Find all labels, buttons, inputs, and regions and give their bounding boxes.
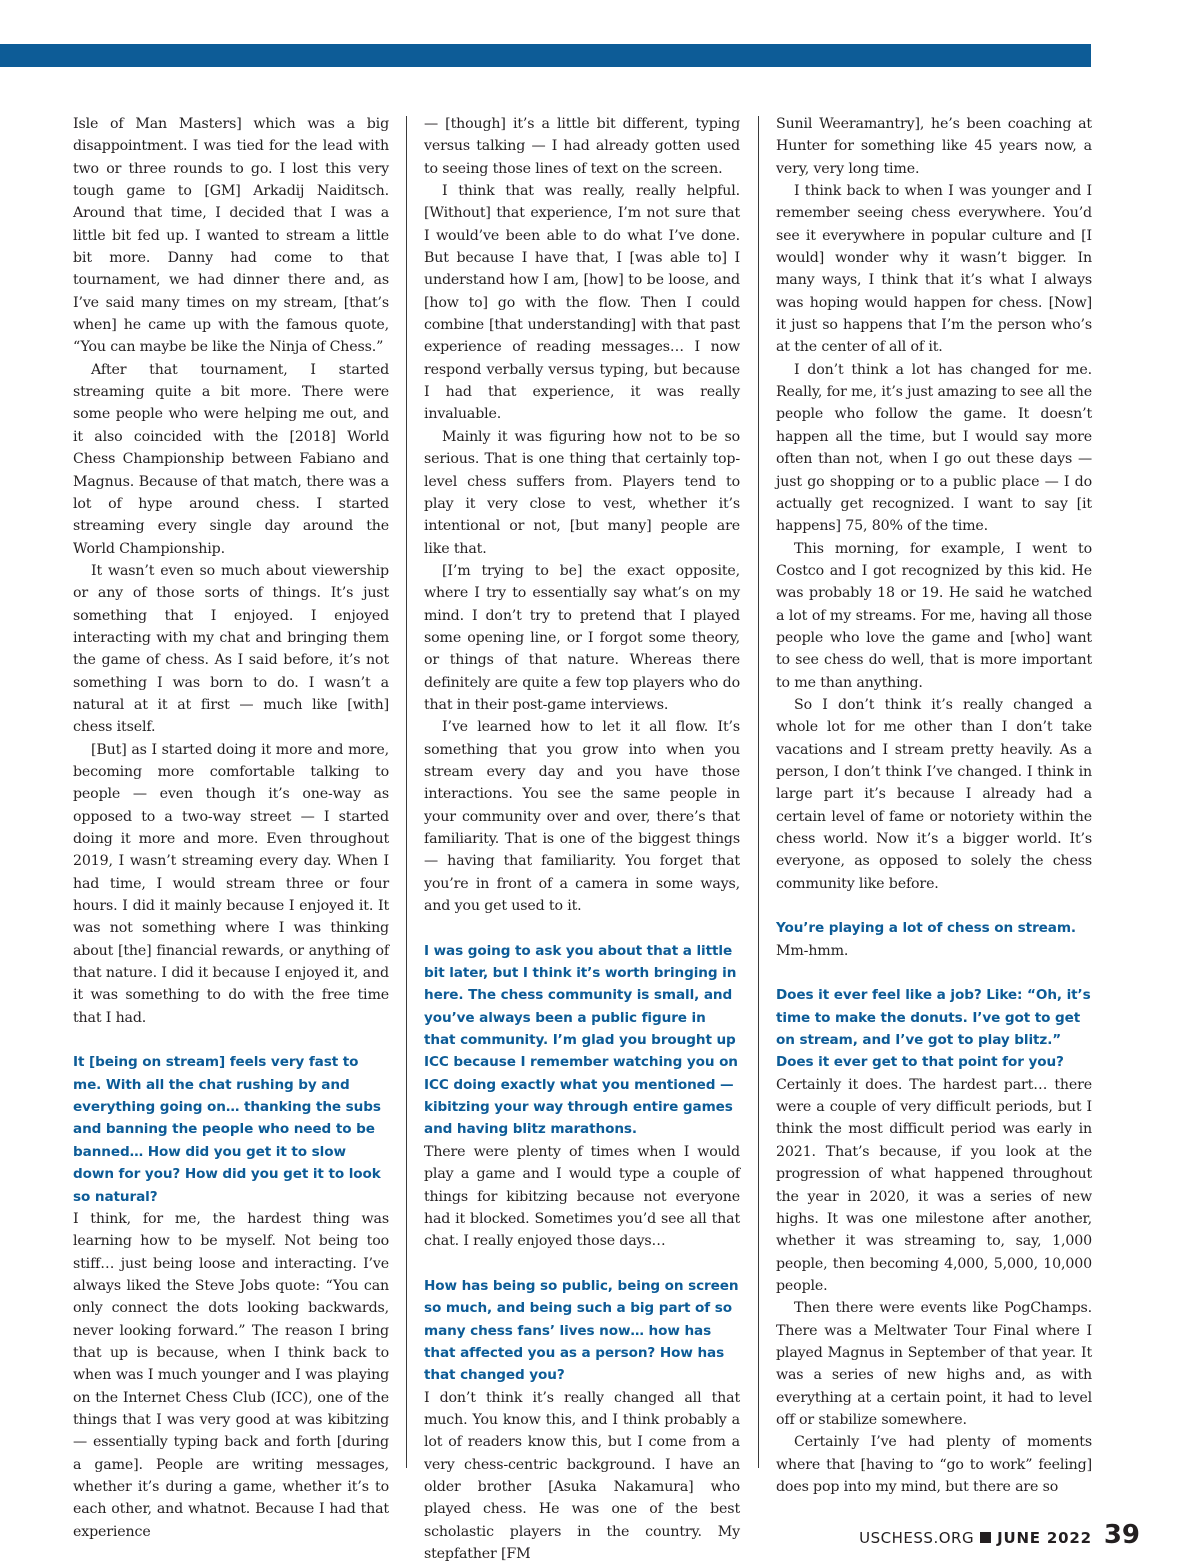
- answer-paragraph: After that tournament, I started streaming quite a bit more. There were some people who were helping me out, and it also coincided with the [2018] World Chess Championship between Fabiano and Magnus. Because of that match, there was a lot of hype around chess. I started streaming every single day around the World Championship.: [73, 361, 389, 557]
- interview-question: Does it ever feel like a job? Like: “Oh, it’s time to make the donuts. I’ve got to get on stream, and I’ve got to play blitz.” Does it ever get to that point for you?: [776, 987, 1091, 1071]
- answer-paragraph: Certainly I’ve had plenty of moments where that [having to “go to work” feeling] does pop into my mind, but there are so: [776, 1434, 1092, 1495]
- square-separator-icon: [980, 1532, 991, 1543]
- answer-paragraph: Then there were events like PogChamps. There was a Meltwater Tour Final where I played Magnus in September of that year. It was a series of new highs and, as with everything at a certain point, it had to level off or stabilize somewhere.: [776, 1300, 1092, 1428]
- article-column-3: [776, 113, 1092, 1498]
- answer-paragraph: Isle of Man Masters] which was a big disappointment. I was tied for the lead with two or three rounds to go. I lost this very tough game to [GM] Arkadij Naiditsch. Around that time, I decided that I was a little bit fed up. I wanted to stream a little bit more. Danny had come to that tournament, we had dinner there and, as I’ve said many times on my stream, [that’s when] he came up with the famous quote, “You can maybe be like the Ninja of Chess.”: [73, 116, 389, 356]
- footer-site: USCHESS.ORG: [859, 1529, 975, 1547]
- interview-question: It [being on stream] feels very fast to me. With all the chat rushing by and everything going on… thanking the subs and banning the people who need to be banned… How did you get it to slow down for you? How did you get it to look so natural?: [73, 1054, 381, 1205]
- answer-paragraph: So I don’t think it’s really changed a whole lot for me other than I don’t take vacations and I stream pretty heavily. As a person, I don’t think I’ve changed. I think in large part it’s because I already had a certain level of fame or notoriety within the chess world. Now it’s a bigger world. It’s everyone, as opposed to solely the chess community like before.: [776, 696, 1092, 892]
- answer-paragraph: Sunil Weeramantry], he’s been coaching at Hunter for something like 45 years now, a very, very long time.: [776, 116, 1092, 177]
- answer-paragraph: I don’t think a lot has changed for me. Really, for me, it’s just amazing to see all the people who follow the game. It doesn’t happen all the time, but I would say more often than not, when I go out these days — just go shopping or to a public place — I do actually get recognized. I want to say [it happens] 75, 80% of the time.: [776, 361, 1092, 535]
- interview-question: I was going to ask you about that a little bit later, but I think it’s worth bringing in here. The chess community is small, and you’ve always been a public figure in that community. I’m glad you brought up ICC because I remember watching you on ICC doing exactly what you mentioned — kibitzing your way through entire games and having blitz marathons.: [424, 942, 738, 1138]
- article-column-2: [424, 113, 740, 1565]
- footer-issue-date: JUNE 2022: [997, 1529, 1092, 1547]
- answer-paragraph: It wasn’t even so much about viewership or any of those sorts of things. It’s just something that I enjoyed. I enjoyed interacting with my chat and bringing them the game of chess. As I said before, it’s not something I was born to do. I wasn’t a natural at it at first — much like [with] chess itself.: [73, 562, 389, 736]
- answer-paragraph: I don’t think it’s really changed all that much. You know this, and I think probably a lot of readers know this, but I come from a very chess-centric background. I have an older brother [Asuka Nakamura] who played chess. He was one of the best scholastic players in the country. My stepfather [FM: [424, 1389, 740, 1562]
- answer-paragraph: Mainly it was figuring how not to be so serious. That is one thing that certainly top-level chess suffers from. Players tend to play it very close to vest, whether it’s intentional or not, [but many] people are like that.: [424, 428, 740, 557]
- answer-paragraph: — [though] it’s a little bit different, typing versus talking — I had already gotten used to seeing those lines of text on the screen.: [424, 116, 740, 177]
- answer-paragraph: [But] as I started doing it more and more, becoming more comfortable talking to people — even though it’s one-way as opposed to a two-way street — I started doing it more and more. Even throughout 2019, I wasn’t streaming every day. When I had time, I would stream three or four hours. I did it mainly because I enjoyed it. It was not something where I was thinking about [the] financial rewards, or anything of that nature. I did it because I enjoyed it, and it was something to do with the free time that I had.: [73, 741, 389, 1026]
- answer-paragraph: There were plenty of times when I would play a game and I would type a couple of things for kibitzing because not everyone had it blocked. Sometimes you’d see all that chat. I really enjoyed those days…: [424, 1143, 740, 1250]
- column-divider: [406, 116, 407, 1468]
- interview-question: You’re playing a lot of chess on stream.: [776, 920, 1076, 937]
- answer-paragraph: I think that was really, really helpful. [Without] that experience, I’m not sure that I would’ve been able to do what I’ve done. But because I have that, I [was able to] I understand how I am, [how] to be loose, and [how to] go with the flow. Then I could combine [that understanding] with that past experience of reading messages… I now respond verbally versus typing, but because I had that experience, it was really invaluable.: [424, 183, 740, 423]
- answer-paragraph: Certainly it does. The hardest part… there were a couple of very difficult periods, but I think the most difficult period was early in 2021. That’s because, if you look at the progression of what happened throughout the year in 2020, it was a series of new highs. It was one milestone after another, whether it was streaming to, say, 1,000 people, then becoming 4,000, 5,000, 10,000 people.: [776, 1076, 1092, 1294]
- article-column-1: [73, 113, 389, 1543]
- top-color-bar: [0, 44, 1091, 67]
- answer-paragraph: This morning, for example, I went to Costco and I got recognized by this kid. He was probably 18 or 19. He said he watched a lot of my streams. For me, having all those people who love the game and [who] want to see chess do well, that is more important to me than anything.: [776, 540, 1092, 691]
- page-footer: [859, 1520, 1140, 1560]
- answer-paragraph: I think back to when I was younger and I remember seeing chess everywhere. You’d see it everywhere in popular culture and [I would] wonder why it wasn’t bigger. In many ways, I think that it’s what I always was hoping would happen for chess. [Now] it just so happens that I’m the person who’s at the center of all of it.: [776, 183, 1092, 356]
- answer-paragraph: I’ve learned how to let it all flow. It’s something that you grow into when you stream every day and you have those interactions. You see the same people in your community over and over, there’s that familiarity. That is one of the biggest things — having that familiarity. You forget that you’re in front of a camera in some ways, and you get used to it.: [424, 719, 740, 915]
- interview-question: How has being so public, being on screen so much, and being such a big part of so many chess fans’ lives now… how has that affected you as a person? How has that changed you?: [424, 1277, 739, 1384]
- answer-paragraph: I think, for me, the hardest thing was learning how to be myself. Not being too stiff… just being loose and interacting. I’ve always liked the Steve Jobs quote: “You can only connect the dots looking backwards, never looking forward.” The reason I bring that up is because, when I think back to when was I much younger and I was playing on the Internet Chess Club (ICC), one of the things that I was very good at was kibitzing — essentially typing back and forth [during a game]. People are writing messages, whether it’s during a game, whether it’s to each other, and whatnot. Because I had that experience: [73, 1210, 389, 1540]
- answer-paragraph: [I’m trying to be] the exact opposite, where I try to essentially say what’s on my mind. I don’t try to pretend that I played some opening line, or I forgot some theory, or things of that nature. Whereas there definitely are quite a few top players who do that in their post-game interviews.: [424, 562, 740, 713]
- page-number: 39: [1103, 1520, 1140, 1550]
- answer-paragraph: Mm-hmm.: [776, 942, 849, 959]
- column-divider: [758, 116, 759, 1468]
